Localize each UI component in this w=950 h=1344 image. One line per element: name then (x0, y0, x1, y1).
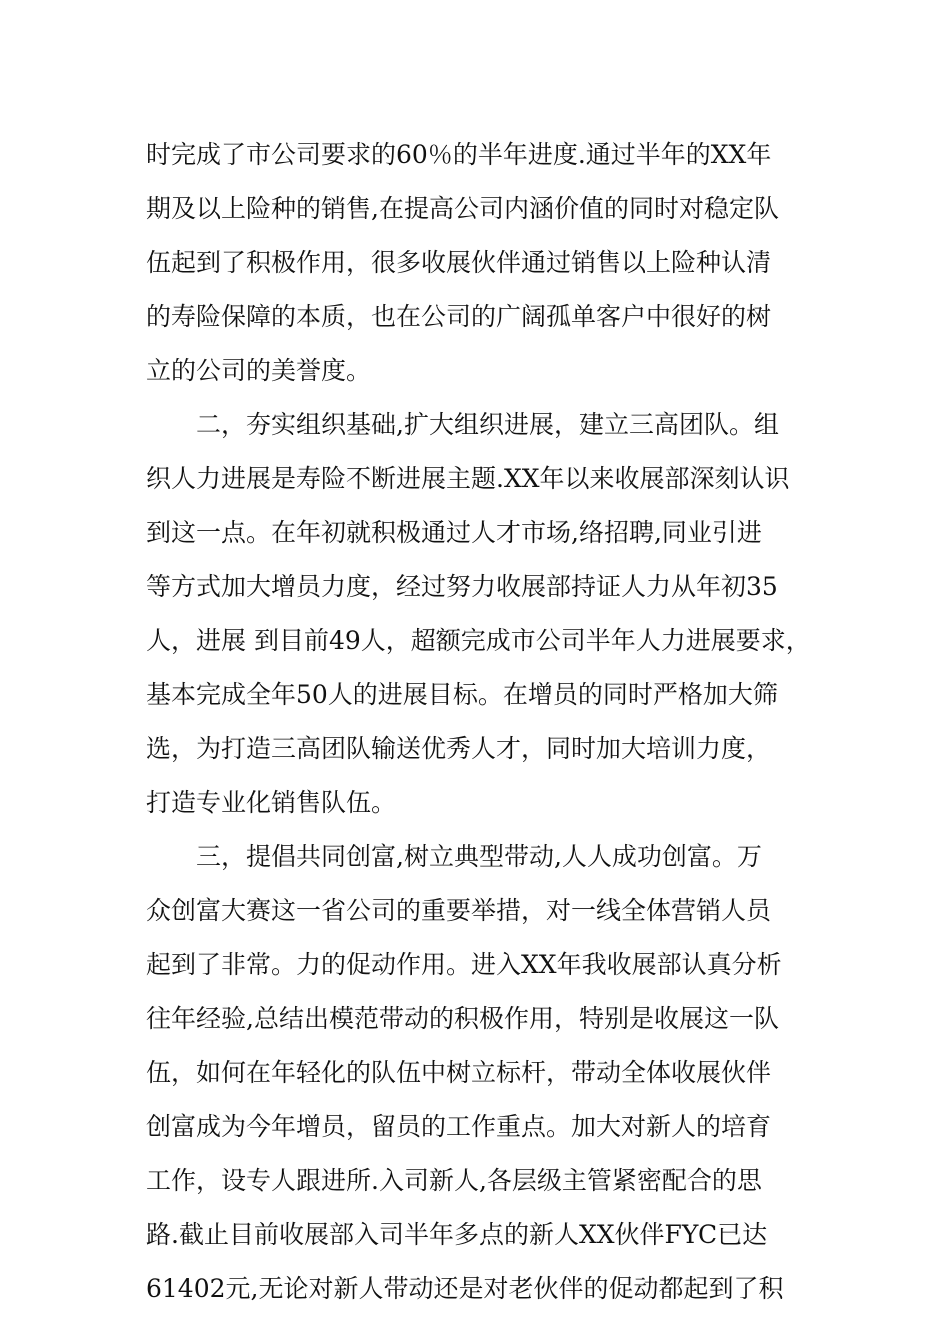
text-line: 创富成为今年增员，留员的工作重点。加大对新人的培育 (146, 1112, 772, 1141)
paragraph-three-start: 三，提倡共同创富,树立典型带动,人人成功创富。万 (196, 842, 762, 871)
text-line: 选，为打造三高团队输送优秀人才，同时加大培训力度， (146, 734, 772, 763)
text-line: 的寿险保障的本质，也在公司的广阔孤单客户中很好的树 (146, 302, 772, 331)
text-line: 众创富大赛这一省公司的重要举措，对一线全体营销人员 (146, 896, 772, 925)
text-line: 织人力进展是寿险不断进展主题.XX年以来收展部深刻认识 (146, 464, 790, 493)
text-line: 61402元,无论对新人带动还是对老伙伴的促动都起到了积 (146, 1274, 784, 1303)
paragraph-two-start: 二，夯实组织基础,扩大组织进展，建立三高团队。组 (196, 410, 779, 439)
text-line: 人，进展 到目前49人，超额完成市公司半年人力进展要求， (146, 626, 811, 655)
text-line: 到这一点。在年初就积极通过人才市场,络招聘,同业引进 (146, 518, 762, 547)
text-line: 起到了非常。力的促动作用。进入XX年我收展部认真分析 (146, 950, 782, 979)
text-line: 往年经验,总结出模范带动的积极作用，特别是收展这一队 (146, 1004, 779, 1033)
text-line: 立的公司的美誉度。 (146, 356, 372, 385)
text-line: 等方式加大增员力度，经过努力收展部持证人力从年初35 (146, 572, 778, 601)
text-line: 打造专业化销售队伍。 (146, 788, 397, 817)
text-line: 路.截止目前收展部入司半年多点的新人XX伙伴FYC已达 (146, 1220, 768, 1249)
text-line: 时完成了市公司要求的60％的半年进度.通过半年的XX年 (146, 140, 772, 169)
text-line: 工作，设专人跟进所.入司新人,各层级主管紧密配合的思 (146, 1166, 762, 1195)
text-line: 伍，如何在年轻化的队伍中树立标杆，带动全体收展伙伴 (146, 1058, 772, 1087)
text-line: 基本完成全年50人的进展目标。在增员的同时严格加大筛 (146, 680, 778, 709)
body-text (146, 128, 826, 1316)
text-line: 期及以上险种的销售,在提高公司内涵价值的同时对稳定队 (146, 194, 779, 223)
text-line: 伍起到了积极作用，很多收展伙伴通过销售以上险种认清 (146, 248, 772, 277)
